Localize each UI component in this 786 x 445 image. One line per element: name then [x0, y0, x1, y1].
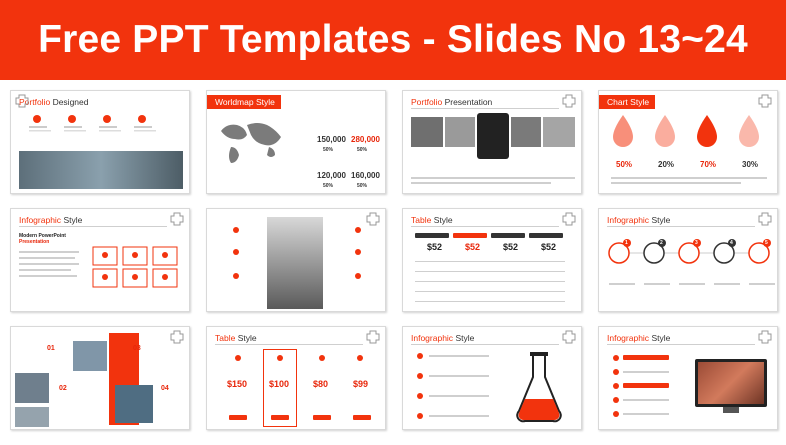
- slide-title: Infographic Style: [607, 333, 671, 343]
- body-line: [623, 413, 669, 415]
- step-number: 02: [59, 385, 67, 392]
- slide-grid: [10, 90, 778, 442]
- slide-title: Table Style: [411, 215, 453, 225]
- slide-title: Worldmap Style: [207, 95, 281, 109]
- banner-title: Free PPT Templates - Slides No 13~24: [38, 18, 748, 61]
- doctor-photo: [73, 341, 107, 371]
- row-line: [415, 271, 565, 272]
- organ-icon: [613, 355, 619, 361]
- slide-title: Infographic Style: [19, 215, 83, 225]
- body-line: [429, 395, 489, 397]
- slide-title: Chart Style: [599, 95, 655, 109]
- step-number: 3: [695, 240, 698, 246]
- row-line: [415, 291, 565, 292]
- slide-thumbnail-21[interactable]: [10, 326, 190, 430]
- price-label: $52: [503, 242, 519, 252]
- list-bar: [623, 383, 669, 388]
- organ-icon: [613, 369, 619, 375]
- flask-icon: [515, 351, 563, 425]
- price-label: $52: [465, 242, 481, 252]
- price-label: $99: [353, 379, 369, 389]
- table-header: [415, 233, 449, 238]
- slide-title: Portfolio Designed: [19, 97, 89, 107]
- caption-line: [411, 182, 551, 184]
- percent-label: 50%: [357, 147, 368, 153]
- slide-thumbnail-18[interactable]: [206, 208, 386, 312]
- slide-thumbnail-23[interactable]: [402, 326, 582, 430]
- body-line: [623, 399, 669, 401]
- table-button[interactable]: [229, 415, 247, 420]
- body-line: [749, 283, 775, 285]
- step-number: 03: [133, 345, 141, 352]
- cross-logo-icon: [562, 94, 576, 108]
- row-line: [415, 261, 565, 262]
- caption-line: [611, 182, 741, 184]
- slide-thumbnail-15[interactable]: [402, 90, 582, 194]
- hospital-room-photo: [19, 151, 183, 189]
- body-line: [19, 251, 79, 253]
- organ-icon: [417, 393, 423, 399]
- price-label: $52: [541, 242, 557, 252]
- blood-drop-chart: [611, 113, 771, 153]
- organ-icon: [417, 373, 423, 379]
- cross-logo-icon: [15, 94, 29, 108]
- cross-logo-icon: [562, 330, 576, 344]
- slide-thumbnail-16[interactable]: [598, 90, 778, 194]
- title-divider: [411, 344, 559, 345]
- cross-logo-icon: [366, 212, 380, 226]
- cross-logo-icon: [366, 330, 380, 344]
- slide-thumbnail-17[interactable]: [10, 208, 190, 312]
- slide-title: Portfolio Presentation: [411, 97, 493, 107]
- table-button[interactable]: [313, 415, 331, 420]
- numbered-circles: [605, 235, 773, 275]
- slide-thumbnail-13[interactable]: [10, 90, 190, 194]
- organ-icon: [233, 227, 239, 233]
- row-line: [415, 301, 565, 302]
- slide-title: Infographic Style: [607, 215, 671, 225]
- slide-thumbnail-19[interactable]: [402, 208, 582, 312]
- body-line: [429, 415, 489, 417]
- stat-value: 280,000: [351, 135, 380, 144]
- title-divider: [411, 108, 559, 109]
- percent-label: 50%: [323, 147, 334, 153]
- step-number: 01: [47, 345, 55, 352]
- body-line: [644, 283, 670, 285]
- slide-thumbnail-24[interactable]: [598, 326, 778, 430]
- organ-icon: [355, 249, 361, 255]
- title-divider: [19, 226, 167, 227]
- cross-logo-icon: [562, 212, 576, 226]
- table-button[interactable]: [271, 415, 289, 420]
- percent-label: 70%: [700, 160, 717, 169]
- body-line: [19, 275, 77, 277]
- family-photo: [543, 117, 575, 147]
- step-number: 1: [625, 240, 628, 246]
- cross-logo-icon: [170, 212, 184, 226]
- table-header: [453, 233, 487, 238]
- phone-mockup: [477, 113, 509, 159]
- title-divider: [607, 226, 755, 227]
- monitor-mockup: [695, 359, 767, 407]
- slide-thumbnail-14[interactable]: [206, 90, 386, 194]
- step-number: 04: [161, 385, 169, 392]
- title-divider: [215, 344, 363, 345]
- caption-line: [611, 177, 767, 179]
- organ-icon: [613, 411, 619, 417]
- body-line: [609, 283, 635, 285]
- caption-line: [411, 177, 575, 179]
- price-label: $80: [313, 379, 329, 389]
- organ-icon: [233, 249, 239, 255]
- organ-icon: [233, 273, 239, 279]
- table-header: [491, 233, 525, 238]
- body-line: [714, 283, 740, 285]
- world-map-graphic: [217, 117, 289, 165]
- icon-grid: [91, 245, 181, 305]
- family-photo: [445, 117, 475, 147]
- price-label: $100: [269, 379, 290, 389]
- title-divider: [411, 226, 559, 227]
- stat-value: 160,000: [351, 171, 380, 180]
- organ-icon: [357, 355, 363, 361]
- body-line: [19, 263, 79, 265]
- percent-label: 30%: [742, 160, 759, 169]
- percent-label: 50%: [323, 183, 334, 189]
- monitor-stand: [723, 407, 739, 413]
- organ-icon: [235, 355, 241, 361]
- family-photo: [411, 117, 443, 147]
- doctor-photo: [15, 407, 49, 427]
- slide-title: Table Style: [215, 333, 257, 343]
- cross-logo-icon: [170, 330, 184, 344]
- organ-icons-row: [27, 113, 177, 149]
- price-label: $52: [427, 242, 443, 252]
- body-line: [19, 257, 75, 259]
- doctor-photo: [115, 385, 153, 423]
- cross-logo-icon: [758, 94, 772, 108]
- list-bar: [623, 355, 669, 360]
- organ-icon: [417, 413, 423, 419]
- percent-label: 50%: [616, 160, 633, 169]
- percent-label: 50%: [357, 183, 368, 189]
- row-line: [415, 281, 565, 282]
- step-number: 5: [765, 240, 768, 246]
- organ-icon: [355, 273, 361, 279]
- table-header: [529, 233, 563, 238]
- slide-thumbnail-20[interactable]: [598, 208, 778, 312]
- family-photo: [511, 117, 541, 147]
- table-button[interactable]: [353, 415, 371, 420]
- price-label: $150: [227, 379, 248, 389]
- organ-icon: [613, 397, 619, 403]
- body-line: [679, 283, 705, 285]
- cross-logo-icon: [758, 330, 772, 344]
- body-line: [623, 371, 669, 373]
- building-photo: [267, 217, 323, 309]
- percent-label: 20%: [658, 160, 675, 169]
- slide-title: Infographic Style: [411, 333, 475, 343]
- slide-thumbnail-22[interactable]: [206, 326, 386, 430]
- organ-icon: [355, 227, 361, 233]
- stat-value: 150,000: [317, 135, 346, 144]
- step-number: 2: [660, 240, 663, 246]
- organ-icon: [277, 355, 283, 361]
- body-line: [429, 375, 489, 377]
- step-number: 4: [730, 240, 733, 246]
- organ-icon: [417, 353, 423, 359]
- doctor-photo: [15, 373, 49, 403]
- slide-heading: Modern PowerPoint Presentation: [19, 233, 66, 245]
- cross-logo-icon: [758, 212, 772, 226]
- body-line: [429, 355, 489, 357]
- organ-icon: [613, 383, 619, 389]
- organ-icon: [319, 355, 325, 361]
- title-divider: [607, 344, 755, 345]
- stat-value: 120,000: [317, 171, 346, 180]
- body-line: [19, 269, 71, 271]
